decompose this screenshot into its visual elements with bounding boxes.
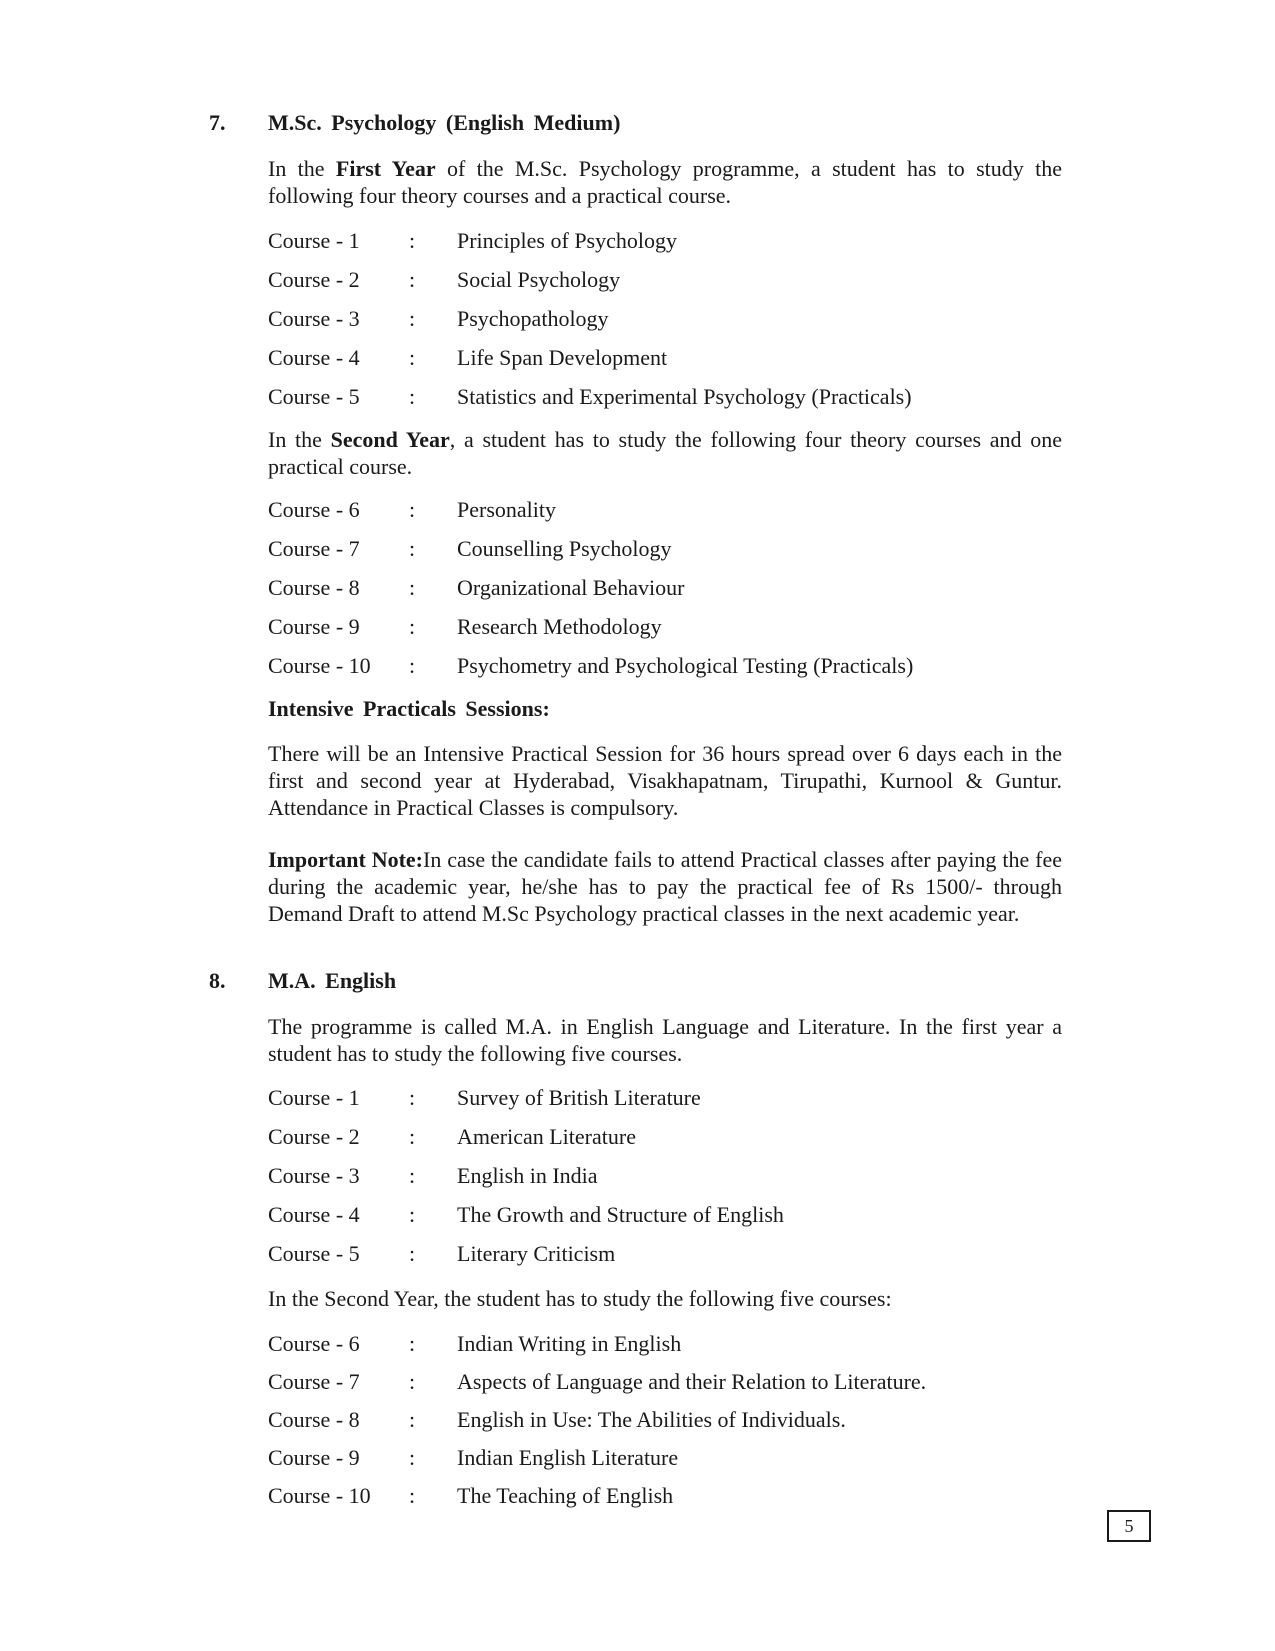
course-row [268, 1330, 1068, 1368]
course-name: English in India [457, 1163, 598, 1188]
important-note-text: In case the candidate fails to attend Practical classes after paying the fee during the academic year, he/she has to pay the practical fee of Rs 1500/- through Demand Draft to attend M.Sc Psychology practical classes in the next academic year. [268, 847, 1062, 926]
course-code: Course - 2 [268, 267, 360, 292]
section-8-title: M.A. English [268, 968, 397, 993]
page-number: 5 [1107, 1510, 1151, 1542]
course-row [268, 1162, 1068, 1201]
course-name: Personality [457, 497, 556, 522]
course-separator: : [409, 1085, 416, 1110]
intro-text-pre: In the [268, 156, 336, 181]
course-separator: : [409, 1331, 416, 1356]
practicals-heading: Intensive Practicals Sessions: [268, 696, 550, 721]
course-name: Life Span Development [457, 345, 668, 370]
section-8-intro: The programme is called M.A. in English Language and Literature. In the first year a student has to study the following five courses. [268, 1014, 1062, 1066]
course-row [268, 574, 1068, 613]
course-code: Course - 6 [268, 497, 360, 522]
course-separator: : [409, 267, 416, 292]
course-code: Course - 9 [268, 614, 360, 639]
course-row [268, 613, 1068, 652]
course-separator: : [409, 1163, 416, 1188]
course-code: Course - 3 [268, 306, 360, 331]
course-name: American Literature [457, 1124, 636, 1149]
course-code: Course - 5 [268, 1241, 360, 1266]
course-separator: : [409, 1202, 416, 1227]
intro-text-post: of the M.Sc. Psychology programme, a student has to study the following four theory courses and a practical course. [268, 156, 1063, 208]
course-code: Course - 6 [268, 1331, 360, 1356]
course-name: Indian Writing in English [457, 1331, 682, 1356]
course-row [268, 652, 1068, 691]
section-7-number: 7. [209, 110, 226, 135]
course-row [268, 344, 1068, 383]
section-8-second-year-course-list [268, 1330, 1068, 1520]
course-row [268, 535, 1068, 574]
course-separator: : [409, 384, 416, 409]
section-8-second-year-intro: In the Second Year, the student has to study the following five courses: [268, 1286, 892, 1311]
course-separator: : [409, 1241, 416, 1266]
course-separator: : [409, 1483, 416, 1508]
course-name: English in Use: The Abilities of Individuals. [457, 1407, 846, 1432]
course-row [268, 1123, 1068, 1162]
course-name: The Growth and Structure of English [457, 1202, 784, 1227]
section-7-second-year-course-list [268, 496, 1068, 691]
course-name: The Teaching of English [457, 1483, 674, 1508]
course-code: Course - 4 [268, 345, 360, 370]
course-separator: : [409, 614, 416, 639]
important-note [268, 846, 1062, 927]
course-name: Organizational Behaviour [457, 575, 685, 600]
course-separator: : [409, 536, 416, 561]
course-name: Counselling Psychology [457, 536, 672, 561]
course-code: Course - 8 [268, 1407, 360, 1432]
section-7-second-year-intro [268, 426, 1062, 480]
important-note-label: Important Note: [268, 847, 423, 872]
intro-text-bold: Second Year [330, 427, 450, 452]
course-row [268, 1084, 1068, 1123]
course-name: Survey of British Literature [457, 1085, 701, 1110]
course-separator: : [409, 1445, 416, 1470]
course-row [268, 383, 1068, 422]
intro-text-pre: In the [268, 427, 331, 452]
course-separator: : [409, 345, 416, 370]
course-row [268, 1368, 1068, 1406]
course-code: Course - 3 [268, 1163, 360, 1188]
course-separator: : [409, 497, 416, 522]
course-name: Aspects of Language and their Relation to Literature. [457, 1369, 927, 1394]
course-name: Psychopathology [457, 306, 609, 331]
course-name: Statistics and Experimental Psychology (Practicals) [457, 384, 912, 409]
course-separator: : [409, 1407, 416, 1432]
course-name: Social Psychology [457, 267, 621, 292]
course-separator: : [409, 575, 416, 600]
intro-text-bold: First Year [335, 156, 436, 181]
course-name: Indian English Literature [457, 1445, 679, 1470]
course-code: Course - 4 [268, 1202, 360, 1227]
section-7-first-year-intro [268, 155, 1062, 209]
course-row [268, 1444, 1068, 1482]
course-name: Psychometry and Psychological Testing (Practicals) [457, 653, 914, 678]
course-separator: : [409, 1124, 416, 1149]
course-row [268, 1406, 1068, 1444]
course-separator: : [409, 1369, 416, 1394]
section-8-first-year-course-list [268, 1084, 1068, 1279]
practicals-paragraph: There will be an Intensive Practical Session for 36 hours spread over 6 days each in the first and second year at Hyderabad, Visakhapatnam, Tirupathi, Kurnool & Guntur. Attendance in Practical Classes is compulsory. [268, 741, 1062, 820]
course-row [268, 1482, 1068, 1520]
course-row [268, 305, 1068, 344]
course-row [268, 227, 1068, 266]
course-code: Course - 1 [268, 1085, 360, 1110]
course-code: Course - 2 [268, 1124, 360, 1149]
course-separator: : [409, 306, 416, 331]
course-code: Course - 1 [268, 228, 360, 253]
course-code: Course - 5 [268, 384, 360, 409]
course-name: Research Methodology [457, 614, 662, 639]
course-code: Course - 10 [268, 653, 371, 678]
course-separator: : [409, 228, 416, 253]
section-8-number: 8. [209, 968, 226, 993]
intro-text-post: , a student has to study the following four theory courses and one practical course. [268, 427, 1063, 479]
course-row [268, 1240, 1068, 1279]
course-name: Principles of Psychology [457, 228, 677, 253]
course-separator: : [409, 653, 416, 678]
section-7-first-year-course-list [268, 227, 1068, 422]
course-code: Course - 7 [268, 536, 360, 561]
course-row [268, 1201, 1068, 1240]
course-row [268, 496, 1068, 535]
course-row [268, 266, 1068, 305]
course-code: Course - 10 [268, 1483, 371, 1508]
section-7-title: M.Sc. Psychology (English Medium) [268, 110, 621, 135]
course-code: Course - 7 [268, 1369, 360, 1394]
course-name: Literary Criticism [457, 1241, 616, 1266]
course-code: Course - 8 [268, 575, 360, 600]
course-code: Course - 9 [268, 1445, 360, 1470]
